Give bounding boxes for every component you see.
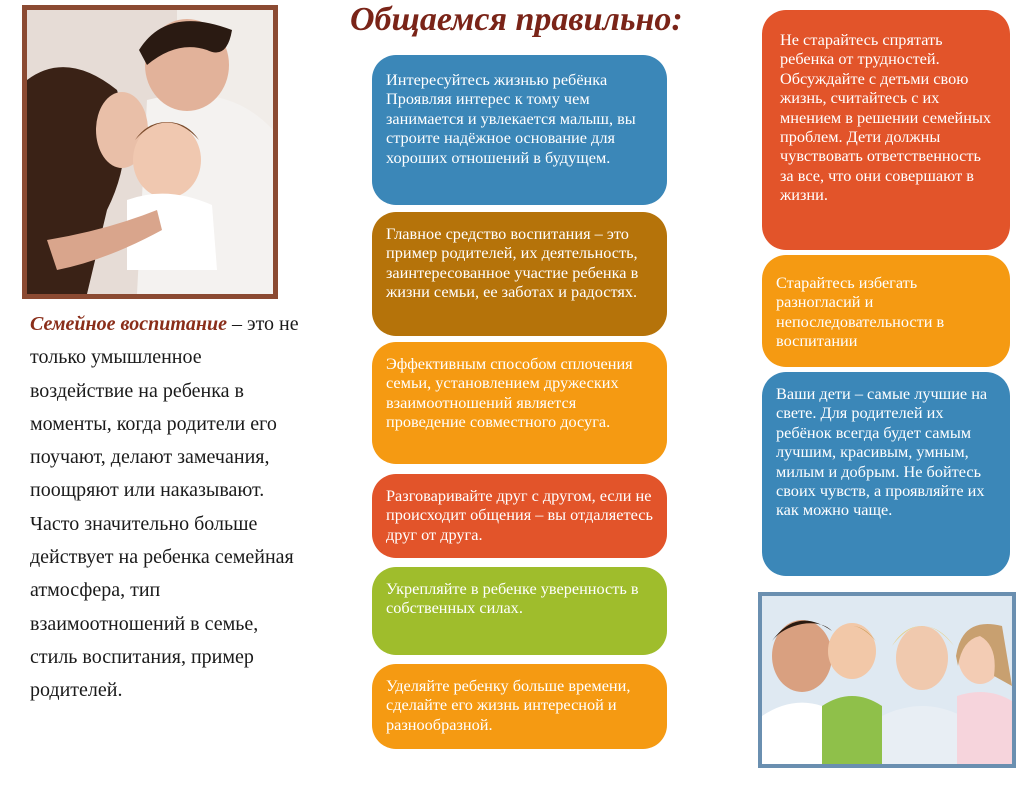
advice-card-best-kids: Ваши дети – самые лучшие на свете. Для родителей их ребёнок всегда будет самым лучшим, красивым, умным, милым и добрым. Не бойтесь своих чувств, а проявляйте их как можно чаще. <box>762 372 1010 576</box>
advice-card-leisure: Эффективным способом сплочения семьи, установлением дружеских взаимоотношений является проведение совместного досуга. <box>372 342 667 464</box>
family-photo-right <box>758 592 1016 768</box>
family-photo-right-image <box>762 596 1012 764</box>
advice-card-consistency: Старайтесь избегать разногласий и непоследовательности в воспитании <box>762 255 1010 367</box>
family-photo-left-image <box>27 10 273 294</box>
advice-card-talk: Разговаривайте друг с другом, если не происходит общения – вы отдаляетесь друг от друга. <box>372 474 667 558</box>
page-title: Общаемся правильно: <box>350 1 683 38</box>
advice-card-example: Главное средство воспитания – это пример родителей, их деятельность, заинтересованное участие ребенка в жизни семьи, ее заботах и радостях. <box>372 212 667 336</box>
family-photo-left <box>22 5 278 299</box>
intro-text: – это не только умышленное воздействие на ребенка в моменты, когда родители его поучают, делают замечания, поощряют или наказывают. Часто значительно больше действует на ребенка семейная атмосфера, тип взаимоотношений в семье, стиль воспитания, пример родителей. <box>30 313 299 702</box>
intro-paragraph <box>30 308 302 708</box>
advice-card-difficulties: Не старайтесь спрятать ребенка от трудностей. Обсуждайте с детьми свою жизнь, считайтесь с их мнением в решении семейных проблем. Дети должны чувствовать ответственность за все, что они совершают в жизни. <box>762 10 1010 250</box>
advice-card-interest: Интересуйтесь жизнью ребёнка Проявляя интерес к тому чем занимается и увлекается малыш, вы строите надёжное основание для хороших отношений в будущем. <box>372 55 667 205</box>
advice-card-time: Уделяйте ребенку больше времени, сделайте его жизнь интересной и разнообразной. <box>372 664 667 749</box>
advice-card-confidence: Укрепляйте в ребенке уверенность в собственных силах. <box>372 567 667 655</box>
intro-term: Семейное воспитание <box>30 313 227 335</box>
